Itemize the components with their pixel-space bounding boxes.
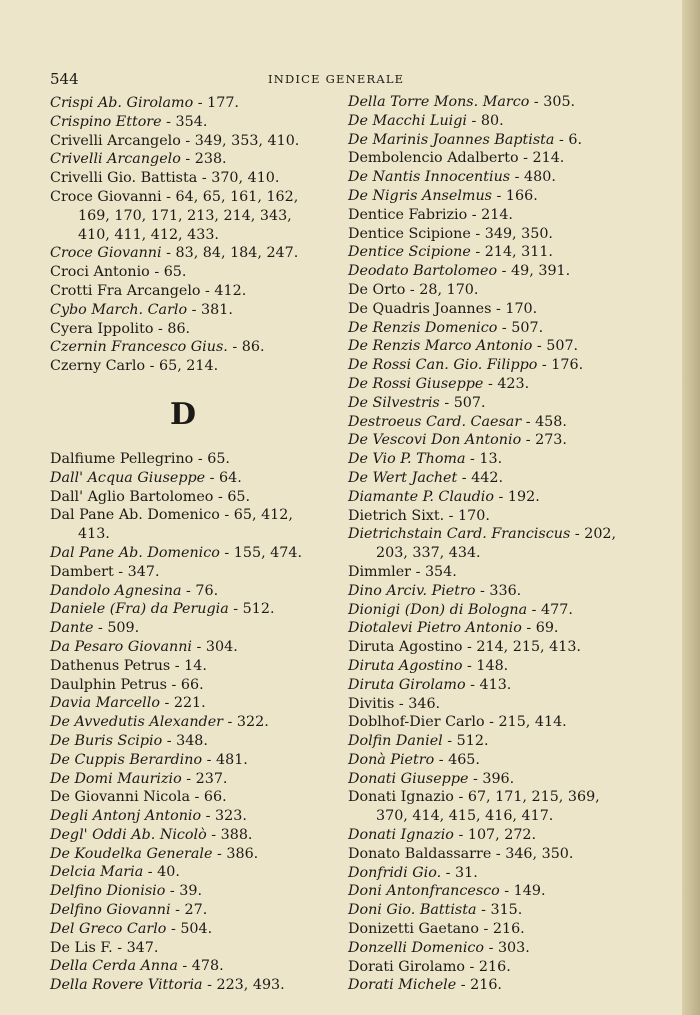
index-entry <box>348 619 668 638</box>
index-entry <box>348 826 668 845</box>
index-entry <box>50 207 340 226</box>
entry-name: De Silvestris <box>348 394 440 411</box>
index-entry <box>50 282 340 301</box>
entry-name: Dal Pane Ab. Domenico <box>50 544 220 561</box>
entry-page-refs: - 76. <box>181 582 219 599</box>
entry-name: De Vescovi Don Antonio <box>348 432 522 449</box>
index-entry <box>50 694 340 713</box>
index-entry <box>50 863 340 882</box>
index-entry <box>348 788 668 807</box>
entry-name: De Marinis Joannes Baptista <box>348 131 555 148</box>
entry-name: Crispi Ab. Girolamo <box>50 95 194 111</box>
entry-name: De Vio P. Thoma <box>348 451 466 468</box>
entry-name: Cybo March. Carlo <box>50 301 188 318</box>
entry-name: De Koudelka Generale <box>50 845 213 862</box>
entry-name: Donati Giuseppe <box>348 770 469 787</box>
index-entry <box>50 582 340 601</box>
index-entry <box>348 112 668 131</box>
entry-name: De Giovanni Nicola <box>50 789 190 806</box>
entry-page-refs: - 27. <box>170 902 208 919</box>
index-entry <box>348 93 668 112</box>
index-entry <box>348 300 668 319</box>
entry-name: Dorati Girolamo <box>348 958 465 975</box>
index-entry <box>50 676 340 695</box>
index-entry <box>348 469 668 488</box>
entry-name: Dentice Scipione <box>348 225 471 242</box>
entry-name: De Renzis Marco Antonio <box>348 338 533 355</box>
index-entry <box>50 226 340 245</box>
entry-page-refs: - 381. <box>187 301 233 318</box>
entry-name: Delfino Dionisio <box>50 883 166 900</box>
entry-page-refs: - 413. <box>465 676 512 693</box>
entry-page-refs: 203, 337, 434. <box>376 545 481 562</box>
entry-page-refs: 370, 414, 415, 416, 417. <box>376 808 554 825</box>
entry-name: Dionigi (Don) di Bologna <box>348 601 528 618</box>
entry-page-refs: - 386. <box>212 845 259 862</box>
entry-page-refs: - 273. <box>521 432 567 449</box>
entry-name: Destroeus Card. Caesar <box>348 413 522 430</box>
entry-name: Croce Giovanni <box>50 245 162 262</box>
entry-page-refs: - 214, 215, 413. <box>462 639 581 656</box>
index-entry <box>50 920 340 939</box>
entry-name: De Macchi Luigi <box>348 112 467 129</box>
index-entry <box>348 901 668 920</box>
entry-name: Dentice Fabrizio <box>348 206 468 223</box>
index-entry <box>348 713 668 732</box>
index-entry <box>50 357 340 376</box>
index-entry <box>348 337 668 356</box>
entry-name: Donfridi Gio. <box>348 864 442 881</box>
index-entry <box>50 320 340 339</box>
entry-name: Dathenus Petrus <box>50 657 171 674</box>
entry-page-refs: - 512. <box>442 733 489 750</box>
index-entry <box>50 657 340 676</box>
entry-page-refs: - 336. <box>475 582 522 599</box>
entry-name: Dandolo Agnesina <box>50 582 182 599</box>
entry-page-refs: - 214, 311. <box>470 244 553 261</box>
entry-page-refs: 169, 170, 171, 213, 214, 343, <box>78 207 292 224</box>
entry-name: Divitis <box>348 695 395 712</box>
entry-page-refs: - 66. <box>167 676 204 693</box>
index-entry <box>50 169 340 188</box>
entry-name: Czernin Francesco Gius. <box>50 339 228 356</box>
entry-page-refs: - 166. <box>492 187 538 204</box>
entry-page-refs: - 64, 65, 161, 162, <box>161 188 299 205</box>
index-entry <box>348 281 668 300</box>
entry-page-refs: - 477. <box>527 601 573 618</box>
entries-section-d <box>50 450 340 995</box>
index-entry <box>348 507 668 526</box>
entry-page-refs: - 65, 214. <box>145 358 219 375</box>
entry-page-refs: - 202, <box>570 526 617 543</box>
index-entry <box>50 113 340 132</box>
index-entry <box>50 506 340 525</box>
entry-name: De Avvedutis Alexander <box>50 714 223 731</box>
index-entry <box>348 582 668 601</box>
entry-page-refs: - 396. <box>468 770 515 787</box>
entry-page-refs: - 148. <box>462 657 509 674</box>
entry-name: Dall' Aglio Bartolomeo <box>50 488 214 505</box>
entry-page-refs: - 107, 272. <box>453 827 537 844</box>
entry-name: Deodato Bartolomeo <box>348 263 498 280</box>
entry-page-refs: - 370, 410. <box>197 170 280 187</box>
entry-page-refs: - 346. <box>394 695 441 712</box>
entry-name: Diruta Agostino <box>348 657 463 674</box>
index-entry <box>348 695 668 714</box>
entries-before-section <box>50 94 340 376</box>
entry-name: Daniele (Fra) da Perugia <box>50 601 229 618</box>
index-column-left <box>50 94 340 995</box>
entry-name: Crivelli Arcangelo <box>50 151 181 168</box>
entry-page-refs: - 512. <box>228 601 275 618</box>
index-entry <box>50 976 340 995</box>
entry-name: Diotalevi Pietro Antonio <box>348 620 522 637</box>
index-entry <box>348 807 668 826</box>
entry-page-refs: - 388. <box>206 826 253 843</box>
index-entry <box>348 864 668 883</box>
entry-page-refs: - 305. <box>529 94 576 110</box>
entry-name: Della Torre Mons. Marco <box>348 94 530 110</box>
entry-page-refs: - 28, 170. <box>405 281 479 298</box>
index-entry <box>50 845 340 864</box>
entry-page-refs: - 65. <box>213 488 251 505</box>
index-entry <box>348 544 668 563</box>
entry-page-refs: - 237. <box>181 770 228 787</box>
index-entry <box>348 770 668 789</box>
entry-page-refs: - 481. <box>202 751 248 768</box>
entry-page-refs: - 322. <box>223 714 269 731</box>
entry-name: Dal Pane Ab. Domenico <box>50 507 220 524</box>
entry-name: Doni Gio. Battista <box>348 902 477 919</box>
index-entry <box>50 301 340 320</box>
index-entry <box>348 431 668 450</box>
entry-page-refs: - 507. <box>532 338 579 355</box>
entry-name: De Rossi Can. Gio. Filippo <box>348 357 538 374</box>
index-entry <box>348 601 668 620</box>
entry-name: Della Rovere Vittoria <box>50 977 203 994</box>
entry-page-refs: - 31. <box>441 864 478 881</box>
index-entry <box>50 882 340 901</box>
entry-page-refs: - 215, 414. <box>484 714 567 731</box>
entry-name: Dimmler <box>348 563 412 580</box>
entry-name: Dalfiume Pellegrino <box>50 450 194 467</box>
index-entry <box>50 244 340 263</box>
entry-page-refs: - 214. <box>467 206 513 223</box>
entry-name: De Wert Jachet <box>348 469 458 486</box>
entry-name: Dietrich Sixt. <box>348 507 445 524</box>
entry-name: Dembolencio Adalberto <box>348 150 519 167</box>
index-entry <box>50 132 340 151</box>
entry-page-refs: - 509. <box>93 620 140 637</box>
index-column-right <box>348 93 668 995</box>
entry-name: Crispino Ettore <box>50 113 162 130</box>
entry-page-refs: - 6. <box>554 131 582 148</box>
index-entry <box>348 413 668 432</box>
entry-name: Doni Antonfrancesco <box>348 883 500 900</box>
entry-name: Donati Ignazio <box>348 789 454 806</box>
entry-name: Cyera Ippolito <box>50 320 154 337</box>
index-entry <box>50 563 340 582</box>
entry-name: De Domi Maurizio <box>50 770 182 787</box>
index-entry <box>348 939 668 958</box>
entry-page-refs: - 223, 493. <box>202 977 285 994</box>
entry-page-refs: - 170. <box>491 300 538 317</box>
entry-name: Dambert <box>50 563 114 580</box>
entry-page-refs: - 465. <box>434 751 480 768</box>
entry-name: Diruta Agostino <box>348 639 463 656</box>
index-entry <box>50 826 340 845</box>
index-entry <box>348 657 668 676</box>
index-entry <box>50 788 340 807</box>
entry-page-refs: - 80. <box>466 112 504 129</box>
entry-name: Degl' Oddi Ab. Nicolò <box>50 826 207 843</box>
entry-name: Dietrichstain Card. Franciscus <box>348 526 571 543</box>
entry-page-refs: - 40. <box>143 864 180 881</box>
index-entry <box>50 751 340 770</box>
entry-name: De Orto <box>348 281 406 298</box>
entry-name: Croce Giovanni <box>50 188 162 205</box>
entry-page-refs: - 221. <box>159 695 206 712</box>
entry-page-refs: - 348. <box>162 732 208 749</box>
index-entry <box>348 976 668 995</box>
index-entry <box>50 544 340 563</box>
index-entry <box>348 958 668 977</box>
entry-page-refs: - 86. <box>227 339 265 356</box>
entry-name: Davia Marcello <box>50 695 160 712</box>
entry-name: Donati Ignazio <box>348 827 454 844</box>
index-entry <box>348 206 668 225</box>
entry-name: De Nantis Innocentius <box>348 169 511 186</box>
index-entry <box>50 338 340 357</box>
entry-name: De Renzis Domenico <box>348 319 498 336</box>
entry-name: Dante <box>50 620 94 637</box>
index-entry <box>348 488 668 507</box>
entry-name: Crivelli Gio. Battista <box>50 170 198 187</box>
entry-page-refs: - 170. <box>444 507 490 524</box>
entry-page-refs: - 238. <box>180 151 227 168</box>
index-entry <box>348 751 668 770</box>
entry-name: Da Pesaro Giovanni <box>50 638 193 655</box>
entry-page-refs: 410, 411, 412, 433. <box>78 226 219 243</box>
entry-page-refs: - 13. <box>465 451 503 468</box>
index-entry <box>348 225 668 244</box>
page-number: 544 <box>50 70 79 88</box>
entry-name: Donizetti Gaetano <box>348 921 479 938</box>
index-entry <box>50 901 340 920</box>
index-entry <box>50 600 340 619</box>
entry-page-refs: 413. <box>78 526 110 543</box>
index-entry <box>50 713 340 732</box>
entry-page-refs: - 349, 350. <box>470 225 553 242</box>
index-entry <box>348 187 668 206</box>
index-entry <box>348 243 668 262</box>
index-entry <box>50 957 340 976</box>
index-entry <box>348 262 668 281</box>
entry-page-refs: - 354. <box>411 563 457 580</box>
index-entry <box>50 488 340 507</box>
index-entry <box>50 619 340 638</box>
entry-name: De Cuppis Berardino <box>50 751 203 768</box>
index-entry <box>50 807 340 826</box>
index-entry <box>50 732 340 751</box>
entry-page-refs: - 315. <box>476 902 523 919</box>
entry-page-refs: - 349, 353, 410. <box>180 132 300 149</box>
entry-page-refs: - 442. <box>457 469 504 486</box>
entry-page-refs: - 83, 84, 184, 247. <box>161 245 299 262</box>
index-entry <box>348 732 668 751</box>
entry-page-refs: - 66. <box>190 789 227 806</box>
entry-page-refs: - 347. <box>112 939 159 956</box>
entry-name: De Nigris Anselmus <box>348 187 492 204</box>
index-entry <box>50 939 340 958</box>
entry-page-refs: - 216. <box>465 958 511 975</box>
entry-name: Della Cerda Anna <box>50 958 178 975</box>
entry-page-refs: - 458. <box>521 413 567 430</box>
entry-page-refs: - 480. <box>510 169 556 186</box>
entry-name: Del Greco Carlo <box>50 920 167 937</box>
index-entry <box>348 356 668 375</box>
index-entry <box>50 638 340 657</box>
entry-name: Dall' Acqua Giuseppe <box>50 469 206 486</box>
entry-page-refs: - 504. <box>166 920 213 937</box>
entry-page-refs: - 69. <box>521 620 559 637</box>
index-entry <box>348 845 668 864</box>
entry-page-refs: - 412. <box>200 282 247 299</box>
entry-name: De Lis F. <box>50 939 113 956</box>
entry-name: Delfino Giovanni <box>50 902 171 919</box>
page-header <box>50 70 650 90</box>
entry-page-refs: - 39. <box>165 883 203 900</box>
entry-page-refs: - 86. <box>153 320 191 337</box>
entry-page-refs: - 216. <box>478 921 525 938</box>
entry-page-refs: - 176. <box>537 357 584 374</box>
section-letter: D <box>170 396 197 432</box>
entry-name: Dentice Scipione <box>348 244 471 261</box>
entry-name: Dolfin Daniel <box>348 733 443 750</box>
index-entry <box>348 450 668 469</box>
entry-name: Delcia Maria <box>50 864 144 881</box>
entry-page-refs: - 177. <box>193 95 239 111</box>
entry-page-refs: - 423. <box>483 375 530 392</box>
index-entry <box>50 469 340 488</box>
index-entry <box>50 450 340 469</box>
entry-page-refs: - 65. <box>149 264 187 281</box>
entry-page-refs: - 304. <box>192 638 238 655</box>
entry-name: Doblhof-Dier Carlo <box>348 714 485 731</box>
entry-name: Degli Antonj Antonio <box>50 808 202 825</box>
entry-page-refs: - 192. <box>493 488 540 505</box>
entry-page-refs: - 507. <box>439 394 486 411</box>
index-entry <box>50 263 340 282</box>
entry-page-refs: - 65, 412, <box>219 507 293 524</box>
entry-name: Donzelli Domenico <box>348 939 485 956</box>
index-entry <box>50 150 340 169</box>
entry-page-refs: - 323. <box>201 808 247 825</box>
index-entry <box>348 319 668 338</box>
index-entry <box>348 131 668 150</box>
index-entry <box>348 168 668 187</box>
entry-page-refs: - 216. <box>456 977 502 994</box>
index-entry <box>348 375 668 394</box>
index-entry <box>348 394 668 413</box>
entry-page-refs: - 49, 391. <box>497 263 571 280</box>
entry-name: Donà Pietro <box>348 751 435 768</box>
entries-right <box>348 93 668 995</box>
entry-page-refs: - 65. <box>193 450 230 467</box>
entry-name: Czerny Carlo <box>50 358 146 375</box>
entry-name: Crotti Fra Arcangelo <box>50 282 201 299</box>
entry-name: Dorati Michele <box>348 977 457 994</box>
index-entry <box>50 188 340 207</box>
page-edge <box>682 0 700 1015</box>
entry-page-refs: - 354. <box>161 113 208 130</box>
entry-page-refs: - 14. <box>170 657 207 674</box>
entry-page-refs: - 303. <box>484 939 530 956</box>
entry-page-refs: - 64. <box>205 469 242 486</box>
index-entry <box>348 149 668 168</box>
entry-name: Donato Baldassarre <box>348 845 492 862</box>
entry-page-refs: - 478. <box>177 958 224 975</box>
entry-name: De Rossi Giuseppe <box>348 375 484 392</box>
index-entry <box>348 525 668 544</box>
running-title: INDICE GENERALE <box>268 72 405 86</box>
index-entry <box>50 94 340 113</box>
entry-page-refs: - 214. <box>518 150 565 167</box>
entry-page-refs: - 507. <box>497 319 544 336</box>
entry-name: Croci Antonio <box>50 264 150 281</box>
entry-name: Dino Arciv. Pietro <box>348 582 476 599</box>
index-entry <box>50 770 340 789</box>
entry-page-refs: - 347. <box>113 563 160 580</box>
entry-name: De Buris Scipio <box>50 732 163 749</box>
index-entry <box>50 525 340 544</box>
entry-name: Crivelli Arcangelo <box>50 132 181 149</box>
entry-name: Diamante P. Claudio <box>348 488 494 505</box>
index-entry <box>348 920 668 939</box>
entry-name: De Quadris Joannes <box>348 300 492 317</box>
entry-page-refs: - 67, 171, 215, 369, <box>453 789 600 806</box>
entry-name: Daulphin Petrus <box>50 676 168 693</box>
index-entry <box>348 882 668 901</box>
index-entry <box>348 563 668 582</box>
entry-page-refs: - 346, 350. <box>491 845 574 862</box>
entry-page-refs: - 149. <box>499 883 546 900</box>
entry-page-refs: - 155, 474. <box>219 544 303 561</box>
index-entry <box>348 638 668 657</box>
index-entry <box>348 676 668 695</box>
entry-name: Diruta Girolamo <box>348 676 466 693</box>
